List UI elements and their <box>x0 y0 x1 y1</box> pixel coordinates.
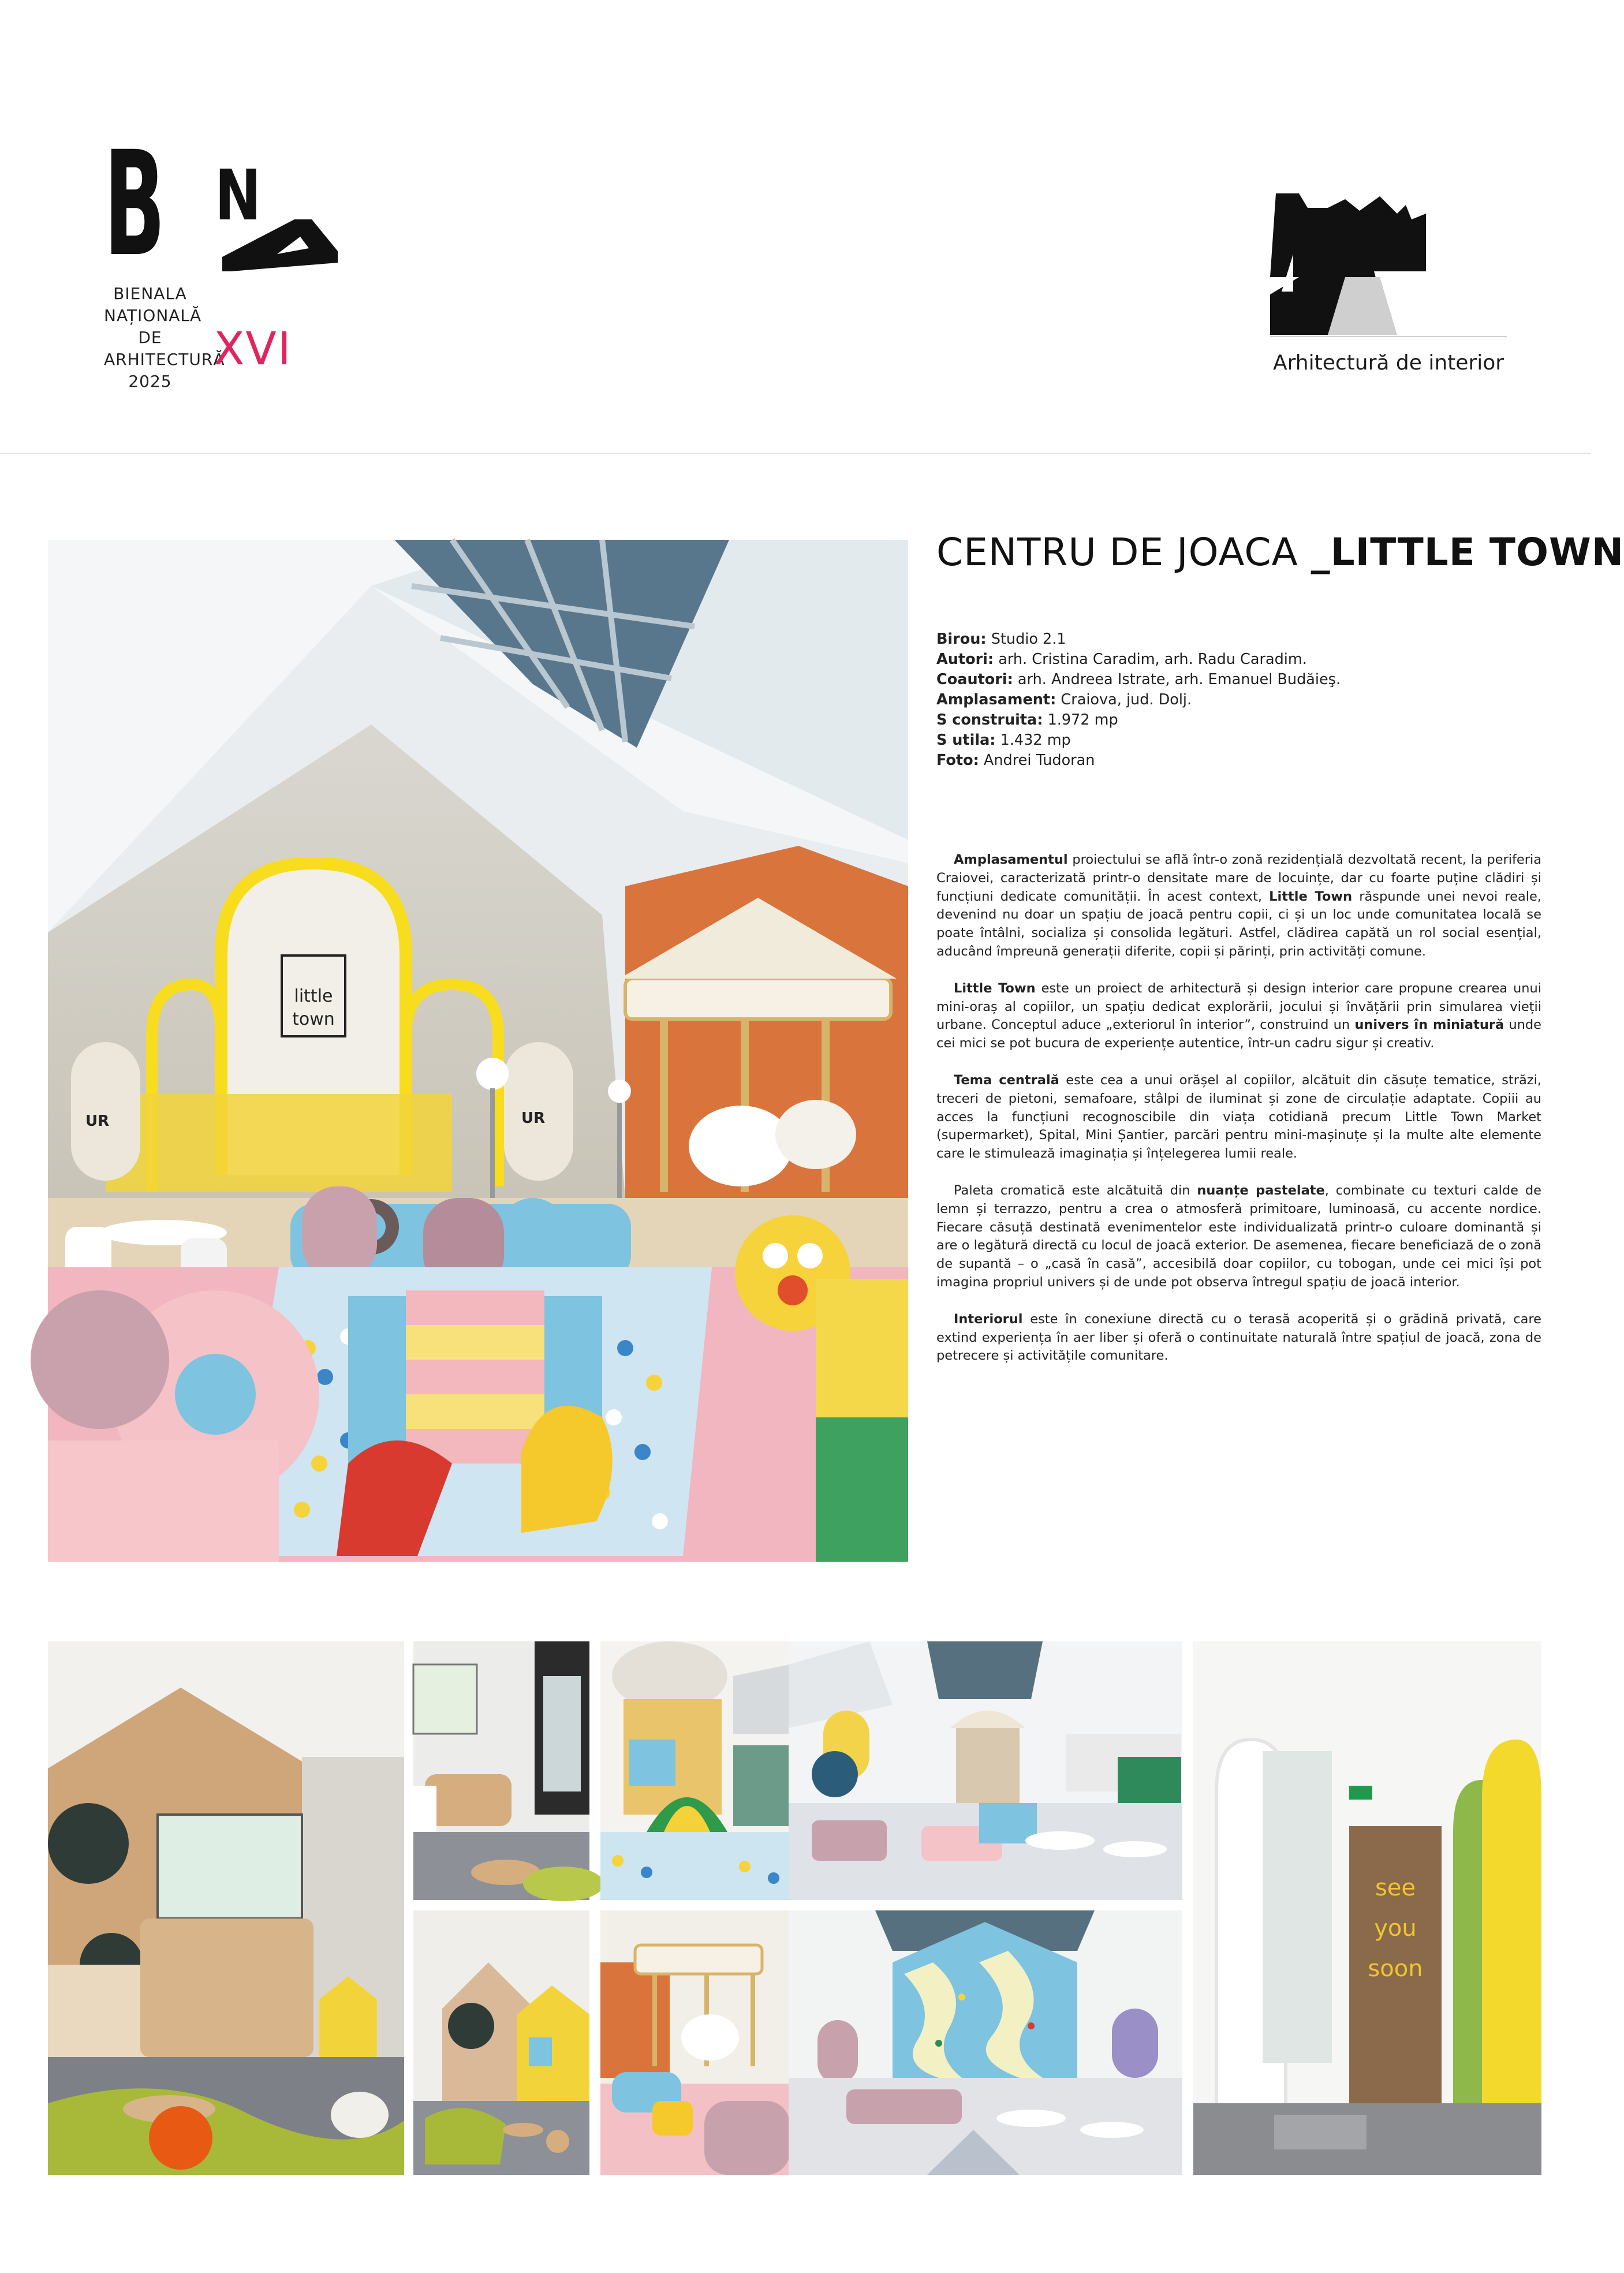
project-title-strong: _LITTLE TOWN <box>1311 530 1624 574</box>
gallery-photo-climbing <box>789 1910 1182 2175</box>
bna-line-5: 2025 <box>128 372 172 391</box>
credit-line: Autori: arh. Cristina Caradim, arh. Radu Caradim. <box>936 651 1307 668</box>
credit-line: Foto: Andrei Tudoran <box>936 752 1095 769</box>
neon-sign-line-3: soon <box>1368 1955 1423 1982</box>
gallery-photo-castle <box>600 1641 790 1900</box>
project-title-prefix: CENTRU DE JOACA <box>936 530 1311 574</box>
credit-line: Amplasament: Craiova, jud. Dolj. <box>936 691 1192 708</box>
paragraph-tema: Tema centrală este cea a unui orășel al copiilor, alcătuit din căsuțe tematice, străzi, treceri de pietoni, semafoare, stâlpi de iluminat și zone de circulație adaptate. Copiii au acces la funcțiuni recognoscibile din viața cotidiană precum Little Town Market (supermarket), Spital, Mini Șantier, parcări pentru mini-mașinuțe și la multe alte elemente care le stimulează imaginația și înțelegerea lumii reale. <box>936 1072 1541 1162</box>
neon-sign-line-1: see <box>1375 1875 1416 1901</box>
gallery-photo-reception <box>48 1641 404 2175</box>
main-door-label-right: UR <box>521 1110 546 1127</box>
bna-letter-b: B <box>104 121 166 289</box>
bna-letter-n: N <box>215 155 262 236</box>
neon-sign-line-2: you <box>1374 1915 1417 1942</box>
project-description <box>936 851 1541 1384</box>
paragraph-interior: Interiorul este în conexiune directă cu o terasă acoperită și o grădină privată, care extind experiența în aer liber și oferă o continuitate naturală între spațiul de joacă, zona de petrecere și activitățile comunitare. <box>936 1311 1541 1364</box>
gallery-photo-corridor <box>413 1641 589 1900</box>
credit-line: Coautori: arh. Andreea Istrate, arh. Emanuel Budăieş. <box>936 671 1341 688</box>
gallery-photo-carousel <box>600 1910 790 2175</box>
credit-line: Birou: Studio 2.1 <box>936 630 1066 648</box>
main-sign-line-1: little <box>294 986 333 1006</box>
section-emblem-icon <box>1259 191 1432 341</box>
credit-line: S utila: 1.432 mp <box>936 731 1071 749</box>
main-door-label-left: UR <box>85 1113 110 1130</box>
bna-edition: XVI <box>214 323 292 375</box>
bna-line-1: BIENALA <box>113 284 187 303</box>
bna-line-3: DE <box>138 328 162 347</box>
bna-line-2: NAȚIONALĂ <box>104 306 202 325</box>
gallery-photo-houses <box>413 1910 589 2175</box>
bna-logo <box>104 121 346 404</box>
project-credits <box>936 629 1543 771</box>
paragraph-paleta: Paleta cromatică este alcătuită din nuanțe pastelate, combinate cu texturi calde de lemn și terrazzo, pentru a crea o atmosferă primitoare, luminoasă, cu accente nordice. Fiecare căsuță destinată evenimentelor este individualizată printr-o culoare dominantă și are o legătură directă cu locul de joacă exterior. De asemenea, fiecare beneficiază de o zonă de supantă – o „casă în casă”, accesibilă doar copiilor, cu tobogan, unde cei mici își pot imagina propriul univers și de unde pot observa întregul spațiu de joacă interior. <box>936 1182 1541 1290</box>
gallery-photo-exit <box>1193 1641 1541 2175</box>
bna-subtitle <box>104 283 225 393</box>
main-sign-line-2: town <box>292 1009 335 1029</box>
paragraph-concept: Little Town este un proiect de arhitectură și design interior care propune crearea unui mini-oraș al copiilor, un spațiu dedicat explorării, jocului și învățării prin simularea vieții urbane. Conceptul aduce „exteriorul în interior”, construind un univers în miniatură unde cei mici se pot bucura de experiențe autentice, într-un cadru sigur și creativ. <box>936 980 1541 1051</box>
project-title <box>936 530 1624 574</box>
credit-line: S construita: 1.972 mp <box>936 711 1118 729</box>
section-logo <box>1259 191 1504 381</box>
main-photo <box>48 540 908 1562</box>
bna-line-4: ARHITECTURĂ <box>104 350 225 369</box>
gallery-photo-hall <box>789 1641 1182 1900</box>
paragraph-amplasament: Amplasamentul proiectului se află într-o zonă rezidențială dezvoltată recent, la periferia Craiovei, caracterizată printr-o densitate mare de locuințe, dar cu foarte puține clădiri și funcțiuni dedicate comunității. În acest context, Little Town răspunde unei nevoi reale, devenind nu doar un spațiu de joacă pentru copii, ci și un loc unde comunitatea locală se poate întâlni, socializa și consolida legături. Astfel, clădirea capătă un rol social esențial, aducând împreună generații diferite, copii și părinți, prin activități comune. <box>936 852 1541 959</box>
section-label: Arhitectură de interior <box>1273 351 1504 375</box>
header-divider <box>0 453 1591 454</box>
